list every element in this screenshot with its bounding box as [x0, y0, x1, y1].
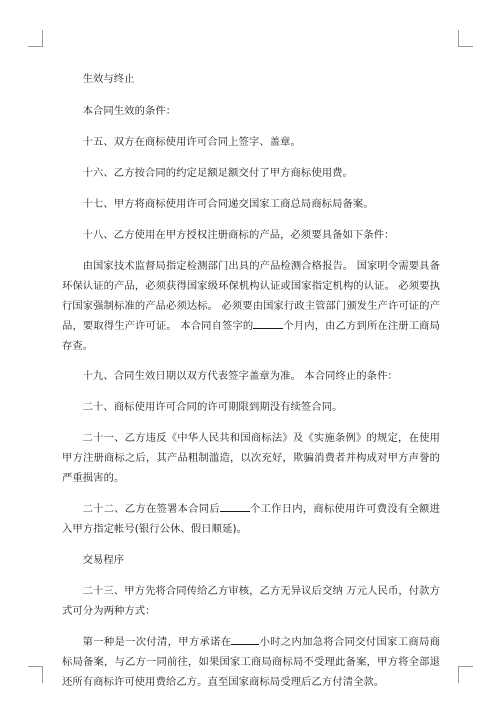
section-heading-procedure: 交易程序	[82, 554, 125, 566]
clause-23: 二十三、甲方先将合同传给乙方审核，乙方无异议后交纳 万元人民币，付款方式可分为两种方式：	[62, 585, 440, 617]
clause-17: 十七、甲方将商标使用许可合同递交国家工商总局商标局备案。	[82, 198, 374, 210]
clause-16: 十六、乙方按合同的约定足额足额交付了甲方商标使用费。	[82, 167, 353, 179]
payment-option-one	[62, 632, 440, 692]
blank-hours	[231, 633, 259, 645]
clause-19: 十九、合同生效日期以双方代表签字盖章为准。 本合同终止的条件：	[82, 370, 398, 382]
paragraph-conditions-intro: 本合同生效的条件：	[82, 105, 177, 117]
clause-22	[62, 499, 440, 539]
clause-21: 二十一、乙方违反《中华人民共和国商标法》及《实施条例》的规定，在使用甲方注册商标之后，其产品粗制滥造，以次充好，欺骗消费者并构成对甲方声誉的严重损害的。	[62, 432, 440, 484]
crop-mark-bottom-left	[28, 666, 43, 683]
document-body	[62, 69, 440, 703]
clause-20: 二十、商标使用许可合同的许可期限到期没有续签合同。	[82, 401, 343, 413]
crop-mark-top-right	[458, 30, 473, 47]
clause-18: 十八、乙方使用在甲方授权注册商标的产品，必须要具备如下条件：	[82, 229, 395, 241]
clause-22-head: 二十二、乙方在签署本合同后	[82, 503, 220, 515]
payment-option-one-tail: 小时之内加急将合同交付国家工商局商标局备案，与乙方一同前往，如果国家工商局商标局不受理此备案，甲方将全部退还所有商标许可使用费给乙方。直至国家商标局受理后乙方付清全款。	[62, 636, 440, 688]
payment-option-one-head: 第一种是一次付清，甲方承诺在	[82, 636, 232, 648]
crop-mark-top-left	[28, 30, 43, 47]
crop-mark-bottom-right	[458, 666, 473, 683]
blank-months	[253, 317, 283, 329]
clause-15: 十五、双方在商标使用许可合同上签字、盖章。	[82, 136, 301, 148]
blank-workdays	[220, 500, 250, 512]
clause-18-details	[62, 256, 440, 356]
section-heading-effect: 生效与终止	[82, 73, 135, 85]
clause-18-details-text: 由国家技术监督局指定检测部门出具的产品检测合格报告。 国家明令需要具备环保认证的产品，必须获得国家级环保机构认证或国家指定机构的认证。 必须要执行国家强制标准的产品必须达标。 必须要由国家行政主管部门颁发生产许可证的产品，要取得生产许可证。 本合同自签字的	[62, 260, 440, 332]
clause-22-tail: 个工作日内，商标使用许可费没有全额进入甲方指定帐号(银行公休、假日顺延)。	[62, 503, 440, 535]
clause-18-details-tail: 个月内，由乙方到所在注册工商局存查。	[62, 320, 440, 352]
